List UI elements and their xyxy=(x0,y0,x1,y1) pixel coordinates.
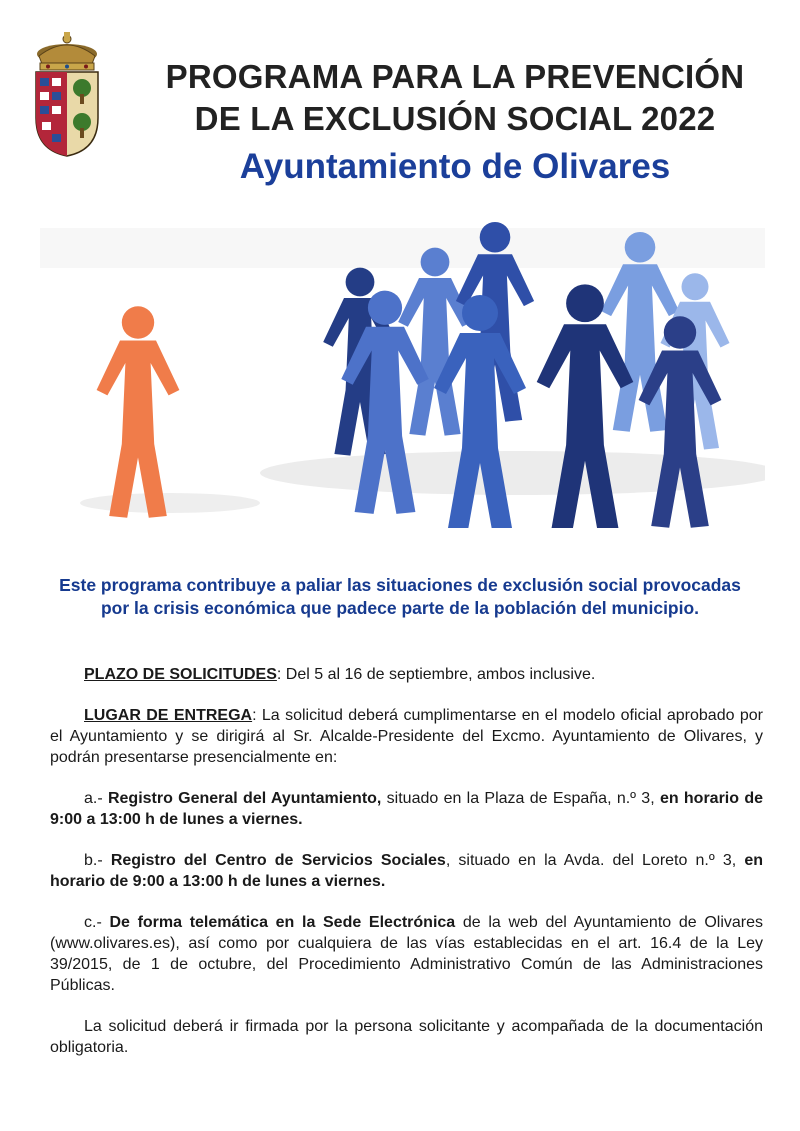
plazo-paragraph xyxy=(50,664,763,685)
closing-paragraph: La solicitud deberá ir firmada por la persona solicitante y acompañada de la documentación obligatoria. xyxy=(50,1018,763,1056)
item-b-text: , situado en la Avda. del Loreto n.º 3, xyxy=(445,852,745,869)
lead-paragraph xyxy=(30,574,770,620)
lead-line-1: Este programa contribuye a paliar las situaciones de exclusión social provocadas xyxy=(59,575,741,595)
page-title-line-2: DE LA EXCLUSIÓN SOCIAL 2022 xyxy=(194,100,716,137)
item-c xyxy=(50,912,763,996)
item-c-text: de la web del Ayuntamiento de Olivares (www.olivares.es), así como por cualquiera de las vías establecidas en el art. 16.4 de la Ley 39/2015, de 1 de octubre, del Procedimiento Administrativo Común de las Administraciones Públicas. xyxy=(50,914,764,994)
coat-of-arms-icon xyxy=(30,30,104,160)
item-b-schedule: en horario de 9:00 a 13:00 h de lunes a viernes. xyxy=(50,852,763,890)
item-c-prefix: c.- xyxy=(84,914,110,931)
plazo-label: PLAZO DE SOLICITUDES xyxy=(84,666,277,683)
page-subtitle: Ayuntamiento de Olivares xyxy=(239,147,671,186)
item-a-schedule: en horario de 9:00 a 13:00 h de lunes a viernes. xyxy=(50,790,763,828)
lead-line-2: por la crisis económica que padece parte de la población del municipio. xyxy=(100,598,700,618)
item-b-prefix: b.- xyxy=(84,852,111,869)
item-b xyxy=(50,850,763,892)
lugar-label: LUGAR DE ENTREGA xyxy=(84,707,253,724)
lugar-text: : La solicitud deberá cumplimentarse en el modelo oficial aprobado por el Ayuntamiento y se dirigirá al Sr. Alcalde-Presidente del Excmo. Ayuntamiento de Olivares, y podrán presentarse presencialmente en: xyxy=(50,707,764,766)
body-text xyxy=(50,664,763,1058)
lugar-paragraph xyxy=(50,705,763,768)
page-title-line-1: PROGRAMA PARA LA PREVENCIÓN xyxy=(165,58,745,95)
item-b-bold: Registro del Centro de Servicios Sociales xyxy=(110,852,446,869)
plazo-text: : Del 5 al 16 de septiembre, ambos inclusive. xyxy=(276,666,596,683)
orange-figure xyxy=(97,306,180,518)
item-a-prefix: a.- xyxy=(84,790,108,807)
item-a xyxy=(50,788,763,830)
item-c-bold: De forma telemática en la Sede Electrónica xyxy=(109,914,456,931)
hero-illustration xyxy=(40,218,765,528)
title-block xyxy=(115,56,795,192)
item-a-bold: Registro General del Ayuntamiento, xyxy=(107,790,382,807)
item-a-text: situado en la Plaza de España, n.º 3, xyxy=(381,790,660,807)
